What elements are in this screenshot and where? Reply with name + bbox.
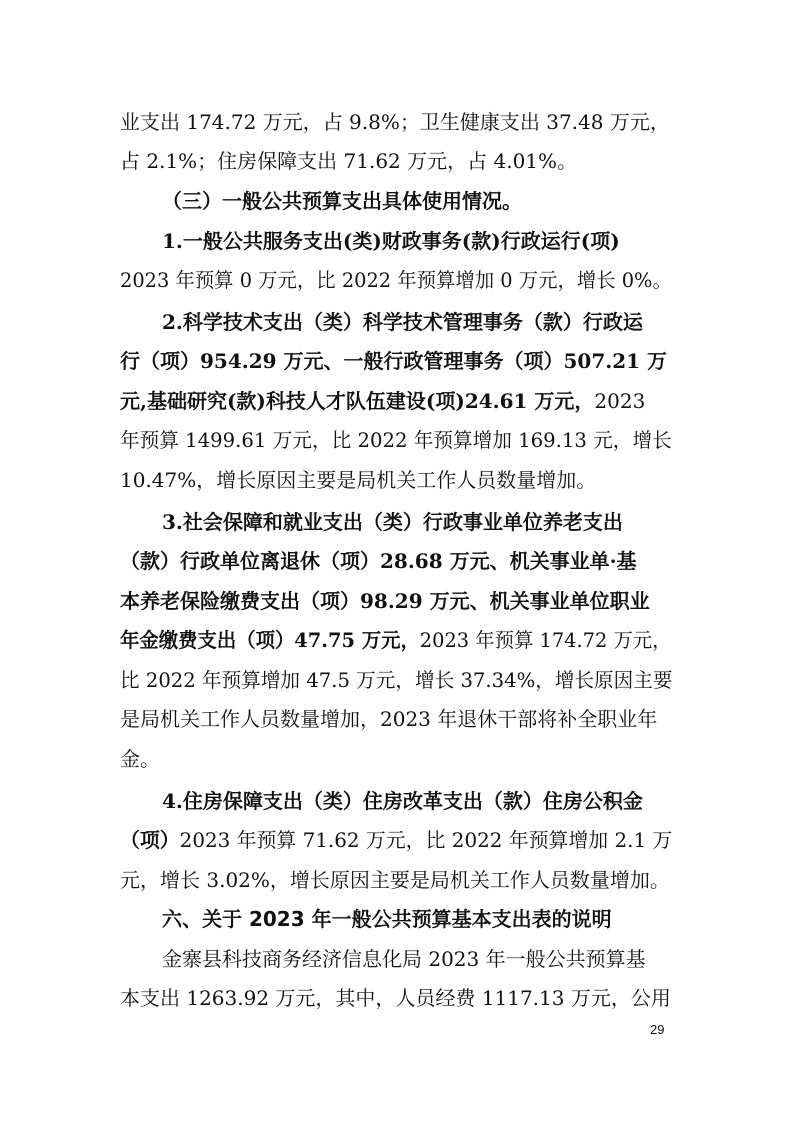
item-3-heading-cont-2 xyxy=(120,581,672,621)
item-2-body-2 xyxy=(120,460,672,500)
text-run: 元,基础研究(款)科技人才队伍建设(项)24.61 万元， xyxy=(120,389,595,413)
section-six-body-1 xyxy=(162,939,672,979)
item-1-heading xyxy=(162,221,672,261)
item-2-heading-cont-1 xyxy=(120,341,672,381)
text-run: 2.科学技术支出（类）科学技术管理事务（款）行政运 xyxy=(162,310,643,334)
section-six-body-2 xyxy=(120,978,672,1018)
item-1-body xyxy=(120,260,672,300)
item-2-heading-cont-2 xyxy=(120,381,672,421)
text-run: 年预算 1499.61 万元，比 2022 年预算增加 169.13 元，增长 xyxy=(120,428,672,452)
text-run: 2023 年预算 71.62 万元，比 2022 年预算增加 2.1 万 xyxy=(179,828,673,852)
item-4-body xyxy=(120,860,672,900)
item-3-heading xyxy=(162,502,672,542)
item-3-heading-cont-1 xyxy=(120,541,672,581)
text-run: 是局机关工作人员数量增加，2023 年退休干部将补全职业年 xyxy=(120,707,658,731)
section-heading-3 xyxy=(162,181,672,221)
item-3-body-1 xyxy=(120,660,673,700)
text-run: 1.一般公共服务支出(类)财政事务(款)行政运行(项) xyxy=(162,229,620,253)
text-run: （项） xyxy=(120,828,180,852)
text-run: 业支出 174.72 万元，占 9.8%；卫生健康支出 37.48 万元， xyxy=(120,110,670,134)
body-line-2 xyxy=(120,141,672,181)
text-run: 3.社会保障和就业支出（类）行政事业单位养老支出 xyxy=(162,510,623,534)
body-line-1 xyxy=(120,102,672,142)
text-run: （三）一般公共预算支出具体使用情况。 xyxy=(162,189,522,213)
text-run: 2023 xyxy=(594,389,646,413)
text-run: 4.住房保障支出（类）住房改革支出（款）住房公积金 xyxy=(162,789,643,813)
item-2-heading xyxy=(162,302,672,342)
item-3-heading-cont-3 xyxy=(120,620,672,660)
text-run: 行（项）954.29 万元、一般行政管理事务（项）507.21 万 xyxy=(120,349,668,373)
text-run: 2023 年预算 174.72 万元， xyxy=(419,628,672,652)
text-run: 本支出 1263.92 万元，其中，人员经费 1117.13 万元，公用 xyxy=(120,986,671,1010)
text-run: 金寨县科技商务经济信息化局 2023 年一般公共预算基 xyxy=(162,947,646,971)
item-2-body-1 xyxy=(120,420,672,460)
section-six-heading xyxy=(162,899,672,939)
item-4-heading xyxy=(162,781,672,821)
text-run: 六、关于 2023 年一般公共预算基本支出表的说明 xyxy=(162,907,612,931)
item-4-heading-cont xyxy=(120,820,673,860)
text-run: 元，增长 3.02%，增长原因主要是局机关工作人员数量增加。 xyxy=(120,868,670,892)
item-3-body-2 xyxy=(120,699,672,739)
text-run: 占 2.1%；住房保障支出 71.62 万元，占 4.01%。 xyxy=(120,149,578,173)
text-run: （款）行政单位离退休（项）28.68 万元、机关事业单·基 xyxy=(120,549,637,573)
text-run: 金。 xyxy=(120,747,160,771)
text-run: 本养老保险缴费支出（项）98.29 万元、机关事业单位职业 xyxy=(120,589,650,613)
text-run: 2023 年预算 0 万元，比 2022 年预算增加 0 万元，增长 0%。 xyxy=(120,268,672,292)
text-run: 10.47%，增长原因主要是局机关工作人员数量增加。 xyxy=(120,468,597,492)
text-run: 年金缴费支出（项）47.75 万元， xyxy=(120,628,420,652)
page-number: 29 xyxy=(650,1022,665,1037)
text-run: 比 2022 年预算增加 47.5 万元，增长 37.34%，增长原因主要 xyxy=(120,668,673,692)
item-3-body-3 xyxy=(120,739,672,779)
